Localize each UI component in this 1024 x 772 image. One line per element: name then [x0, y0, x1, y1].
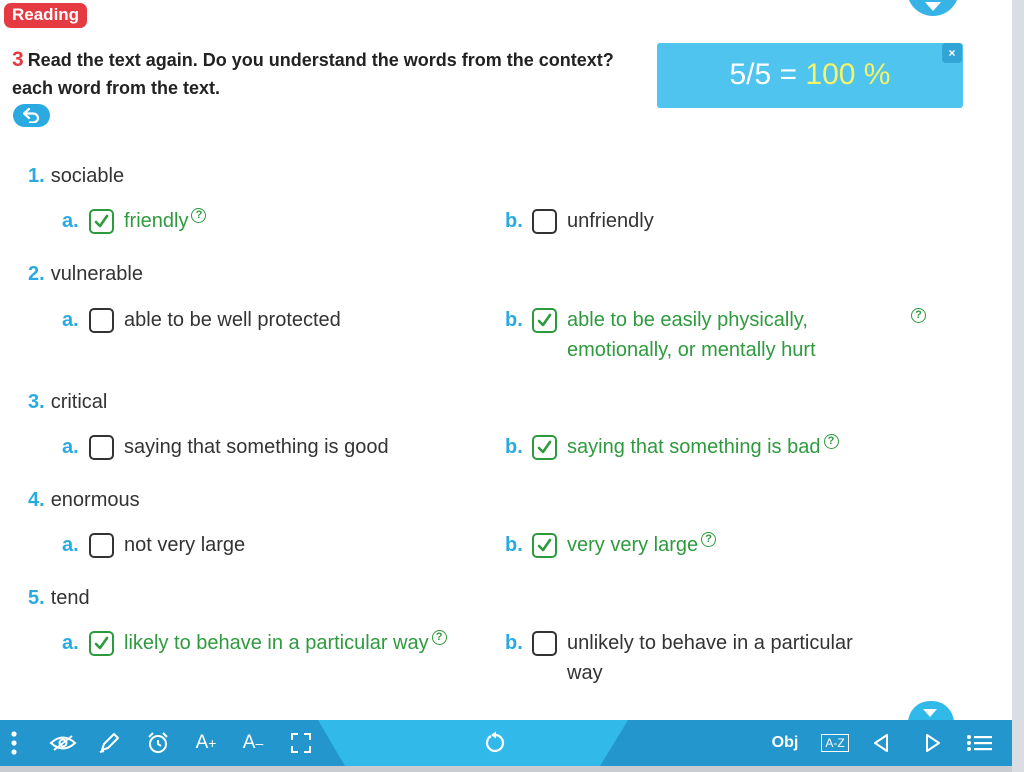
option-letter: b.	[505, 309, 523, 331]
pen-button[interactable]	[95, 728, 123, 758]
option-text-line-1: unlikely to behave in a particular	[567, 632, 853, 654]
chevron-down-icon	[923, 709, 937, 717]
question-4	[28, 489, 140, 512]
chevron-down-icon	[925, 2, 941, 11]
option-letter: b.	[505, 534, 523, 556]
section-badge: Reading	[4, 3, 87, 28]
fullscreen-icon	[290, 732, 312, 754]
instruction-line-2: each word from the text.	[12, 78, 221, 98]
checkmark-icon	[93, 213, 110, 230]
top-collapse-tab[interactable]	[907, 0, 959, 16]
glossary-button[interactable]	[818, 728, 852, 758]
score-panel	[657, 43, 963, 108]
checkbox-unchecked[interactable]	[89, 533, 114, 558]
option-letter: a.	[62, 534, 79, 556]
prev-icon	[872, 733, 890, 753]
help-icon[interactable]: ?	[824, 434, 839, 449]
checkmark-icon	[93, 635, 110, 652]
alarm-icon	[146, 731, 170, 755]
hide-answers-button[interactable]	[48, 728, 78, 758]
checkbox-unchecked[interactable]	[532, 209, 557, 234]
help-icon[interactable]: ?	[432, 630, 447, 645]
score-fraction: 5/5 =	[729, 58, 798, 91]
checkbox-unchecked[interactable]	[532, 631, 557, 656]
option-text: saying that something is good	[124, 436, 389, 458]
question-word: sociable	[50, 165, 125, 187]
option-letter: b.	[505, 436, 523, 458]
checkmark-icon	[536, 439, 553, 456]
option-text-line-2: way	[567, 662, 603, 684]
option-text: not very large	[124, 534, 246, 556]
timer-button[interactable]	[144, 728, 172, 758]
instruction-line-1: Read the text again. Do you understand the words from the context?	[27, 50, 614, 70]
checkbox-checked[interactable]	[532, 308, 557, 333]
checkbox-checked[interactable]	[532, 533, 557, 558]
exercise-number: 3	[12, 48, 24, 71]
q5-option-b[interactable]	[505, 628, 885, 690]
question-2	[28, 263, 143, 286]
option-letter: a.	[62, 632, 79, 654]
q2-option-b[interactable]	[505, 305, 845, 367]
option-text: able to be well protected	[124, 309, 341, 331]
bottom-strip	[0, 766, 1012, 772]
list-icon	[966, 733, 994, 753]
question-word: vulnerable	[50, 263, 143, 285]
pen-icon	[98, 732, 120, 754]
option-letter: b.	[505, 632, 523, 654]
reset-button[interactable]	[482, 728, 510, 758]
question-5	[28, 587, 90, 610]
question-word: tend	[50, 587, 90, 609]
checkbox-checked[interactable]	[532, 435, 557, 460]
undo-button[interactable]	[13, 104, 50, 127]
next-icon	[924, 733, 942, 753]
option-text	[124, 628, 447, 658]
previous-button[interactable]	[868, 728, 894, 758]
fullscreen-button[interactable]	[288, 728, 314, 758]
eye-off-icon	[49, 734, 77, 752]
close-score-button[interactable]: ×	[942, 43, 962, 63]
question-number: 4.	[28, 489, 45, 511]
score-text	[657, 58, 963, 92]
font-decrease-button[interactable]	[239, 728, 267, 758]
reset-icon	[484, 731, 508, 755]
option-text	[124, 206, 206, 236]
more-button[interactable]	[4, 728, 24, 758]
question-word: critical	[50, 391, 108, 413]
objectives-label: Obj	[771, 734, 799, 751]
option-text: unfriendly	[567, 210, 654, 232]
question-3	[28, 391, 107, 414]
checkbox-checked[interactable]	[89, 209, 114, 234]
checkmark-icon	[536, 312, 553, 329]
checkbox-checked[interactable]	[89, 631, 114, 656]
option-text-value: saying that something is bad	[567, 436, 821, 458]
font-decrease-icon: A	[242, 732, 256, 753]
option-letter: a.	[62, 210, 79, 232]
option-letter: b.	[505, 210, 523, 232]
option-text-value: friendly	[124, 210, 189, 232]
help-icon[interactable]: ?	[701, 532, 716, 547]
question-number: 2.	[28, 263, 45, 285]
minus-superscript-icon: –	[255, 735, 264, 751]
checkmark-icon	[536, 537, 553, 554]
help-icon[interactable]: ?	[191, 208, 206, 223]
objectives-button[interactable]	[766, 728, 804, 758]
plus-superscript-icon: +	[208, 735, 217, 751]
right-edge-bar	[1012, 0, 1024, 772]
undo-arrow-icon	[23, 108, 40, 123]
question-1	[28, 165, 124, 188]
question-word: enormous	[50, 489, 140, 511]
font-increase-icon: A	[195, 732, 209, 753]
option-text-value: likely to behave in a particular way	[124, 632, 429, 654]
option-letter: a.	[62, 436, 79, 458]
more-icon	[10, 730, 18, 756]
option-letter: a.	[62, 309, 79, 331]
glossary-label: A-Z	[821, 734, 848, 752]
question-number: 1.	[28, 165, 45, 187]
checkbox-unchecked[interactable]	[89, 435, 114, 460]
toolbar-right-section	[600, 720, 1012, 766]
checkbox-unchecked[interactable]	[89, 308, 114, 333]
next-button[interactable]	[920, 728, 946, 758]
option-text	[567, 432, 839, 462]
instruction-text	[12, 46, 662, 102]
option-text	[567, 628, 853, 688]
score-percent: 100 %	[805, 58, 891, 91]
question-number: 3.	[28, 391, 45, 413]
option-text-value: very very large	[567, 534, 699, 556]
question-number: 5.	[28, 587, 45, 609]
option-text-line-1: able to be easily physically,	[567, 309, 808, 331]
menu-list-button[interactable]	[964, 728, 996, 758]
option-text-line-2: emotionally, or mentally hurt	[567, 339, 816, 361]
option-text	[567, 530, 716, 560]
option-text	[567, 305, 816, 365]
help-icon[interactable]: ?	[911, 308, 926, 323]
font-increase-button[interactable]	[192, 728, 220, 758]
